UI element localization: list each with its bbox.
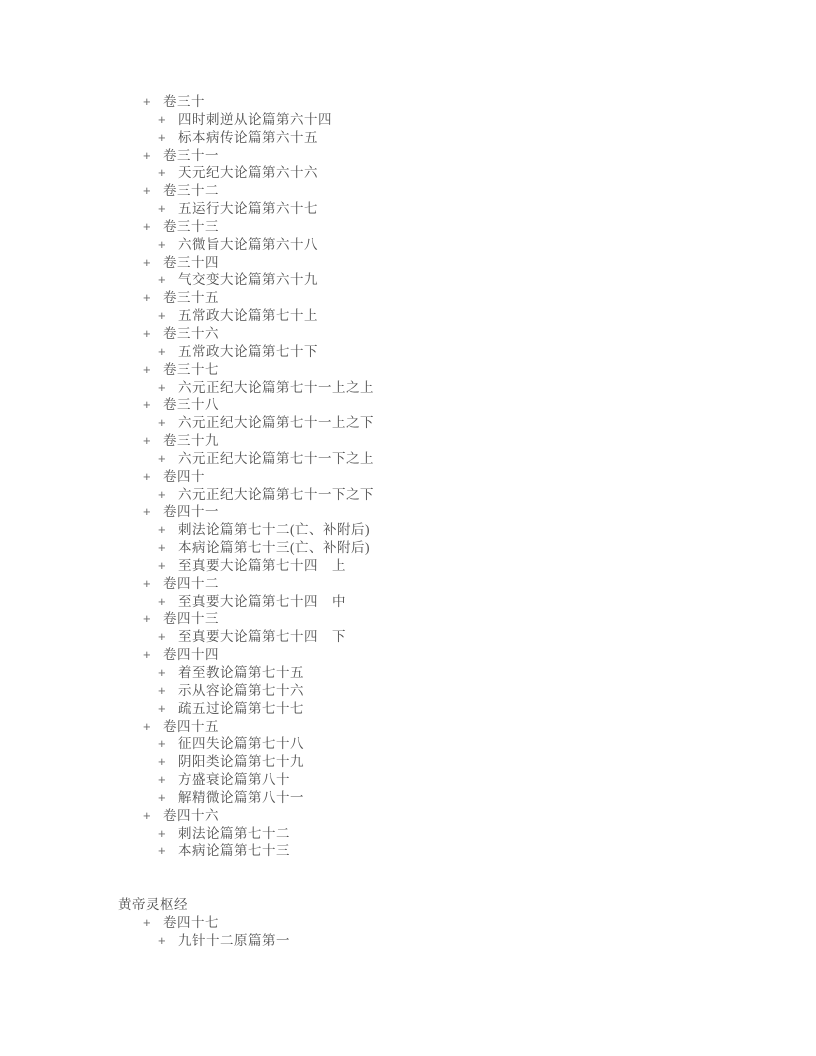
toc-volume-row	[0, 807, 816, 825]
chapter-label[interactable]: 气交变大论篇第六十九	[178, 272, 318, 288]
expand-plus-icon[interactable]: +	[158, 665, 167, 680]
expand-plus-icon[interactable]: +	[158, 236, 167, 252]
volume-label[interactable]: 卷四十四	[163, 647, 219, 663]
toc-volume-row	[0, 254, 816, 272]
chapter-label[interactable]: 标本病传论篇第六十五	[178, 129, 318, 145]
toc-volume-row	[0, 503, 816, 521]
expand-plus-icon[interactable]: +	[158, 272, 167, 288]
expand-plus-icon[interactable]: +	[143, 807, 152, 823]
toc-chapter-row	[0, 557, 816, 575]
toc-chapter-row	[0, 825, 816, 843]
toc-chapter-row	[0, 539, 816, 557]
toc-tree	[0, 93, 816, 950]
chapter-label[interactable]: 阴阳类论篇第七十九	[178, 754, 304, 770]
chapter-label[interactable]: 本病论篇第七十三(亡、补附后)	[178, 540, 370, 556]
expand-plus-icon[interactable]: +	[143, 325, 152, 341]
toc-chapter-row	[0, 486, 816, 504]
expand-plus-icon[interactable]: +	[143, 290, 152, 306]
toc-chapter-row	[0, 842, 816, 860]
expand-plus-icon[interactable]: +	[158, 486, 167, 502]
expand-plus-icon[interactable]: +	[158, 415, 167, 431]
toc-chapter-row	[0, 735, 816, 753]
volume-label[interactable]: 卷四十三	[163, 611, 219, 627]
expand-plus-icon[interactable]: +	[143, 183, 152, 199]
toc-chapter-row	[0, 700, 816, 718]
expand-plus-icon[interactable]: +	[158, 343, 167, 359]
volume-label[interactable]: 卷三十	[163, 94, 205, 109]
toc-chapter-row	[0, 236, 816, 254]
expand-plus-icon[interactable]: +	[143, 361, 152, 377]
chapter-label[interactable]: 本病论篇第七十三	[178, 843, 290, 859]
toc-volume-row	[0, 93, 816, 111]
toc-chapter-row	[0, 932, 816, 950]
volume-label[interactable]: 卷四十	[163, 468, 205, 484]
volume-label[interactable]: 卷三十四	[163, 254, 219, 270]
toc-volume-row	[0, 325, 816, 343]
expand-plus-icon[interactable]: +	[143, 504, 152, 520]
expand-plus-icon[interactable]: +	[143, 647, 152, 663]
toc-chapter-row	[0, 271, 816, 289]
toc-volume-row	[0, 718, 816, 736]
toc-volume-row	[0, 646, 816, 664]
expand-plus-icon[interactable]: +	[158, 682, 167, 698]
volume-label[interactable]: 卷三十八	[163, 397, 219, 413]
expand-plus-icon[interactable]: +	[158, 379, 167, 395]
volume-label[interactable]: 卷三十五	[163, 290, 219, 306]
volume-label[interactable]: 卷四十一	[163, 504, 219, 520]
toc-chapter-row	[0, 771, 816, 789]
volume-label[interactable]: 卷三十六	[163, 325, 219, 341]
chapter-label[interactable]: 四时刺逆从论篇第六十四	[178, 111, 332, 127]
toc-chapter-row	[0, 307, 816, 325]
toc-volume-row	[0, 289, 816, 307]
toc-volume-row	[0, 610, 816, 628]
toc-chapter-row	[0, 414, 816, 432]
chapter-label[interactable]: 六元正纪大论篇第七十一上之下	[178, 415, 374, 431]
toc-chapter-row	[0, 164, 816, 182]
chapter-label[interactable]: 示从容论篇第七十六	[178, 682, 304, 698]
expand-plus-icon[interactable]: +	[158, 522, 167, 538]
chapter-label[interactable]: 五常政大论篇第七十下	[178, 343, 318, 359]
expand-plus-icon[interactable]: +	[143, 718, 152, 734]
toc-chapter-row	[0, 450, 816, 468]
toc-volume-row	[0, 468, 816, 486]
volume-label[interactable]: 卷三十七	[163, 361, 219, 377]
chapter-label[interactable]: 六元正纪大论篇第七十一下之上	[178, 450, 374, 466]
expand-plus-icon[interactable]: +	[158, 201, 167, 217]
volume-label[interactable]: 卷四十二	[163, 575, 219, 591]
expand-plus-icon[interactable]: +	[158, 700, 167, 716]
expand-plus-icon[interactable]: +	[143, 433, 152, 449]
expand-plus-icon[interactable]: +	[143, 575, 152, 591]
expand-plus-icon[interactable]: +	[158, 593, 167, 609]
chapter-label[interactable]: 刺法论篇第七十二(亡、补附后)	[178, 522, 370, 538]
expand-plus-icon[interactable]: +	[158, 789, 167, 805]
toc-chapter-row	[0, 379, 816, 397]
chapter-label[interactable]: 六元正纪大论篇第七十一下之下	[178, 486, 374, 502]
expand-plus-icon[interactable]: +	[158, 540, 167, 556]
expand-plus-icon[interactable]: +	[158, 825, 167, 841]
expand-plus-icon[interactable]: +	[143, 914, 152, 930]
chapter-label[interactable]: 至真要大论篇第七十四 下	[178, 629, 346, 645]
expand-plus-icon[interactable]: +	[143, 397, 152, 413]
expand-plus-icon[interactable]: +	[158, 629, 167, 645]
expand-plus-icon[interactable]: +	[143, 254, 152, 270]
expand-plus-icon[interactable]: +	[158, 111, 167, 127]
expand-plus-icon[interactable]: +	[158, 843, 167, 859]
toc-volume-row	[0, 147, 816, 165]
expand-plus-icon[interactable]: +	[158, 557, 167, 573]
expand-plus-icon[interactable]: +	[143, 147, 152, 163]
chapter-label[interactable]: 方盛衰论篇第八十	[178, 772, 290, 788]
chapter-label[interactable]: 五运行大论篇第六十七	[178, 201, 318, 217]
expand-plus-icon[interactable]: +	[143, 611, 152, 627]
chapter-label[interactable]: 九针十二原篇第一	[178, 932, 290, 948]
expand-plus-icon[interactable]: +	[158, 772, 167, 788]
chapter-label[interactable]: 六元正纪大论篇第七十一上之上	[178, 379, 374, 395]
toc-chapter-row	[0, 628, 816, 646]
toc-chapter-row	[0, 129, 816, 147]
toc-volume-row	[0, 914, 816, 932]
toc-chapter-row	[0, 111, 816, 129]
toc-chapter-row	[0, 521, 816, 539]
chapter-label[interactable]: 征四失论篇第七十八	[178, 736, 304, 752]
toc-volume-row	[0, 575, 816, 593]
chapter-label[interactable]: 天元纪大论篇第六十六	[178, 165, 318, 181]
volume-label[interactable]: 卷三十二	[163, 183, 219, 199]
chapter-label[interactable]: 着至教论篇第七十五	[178, 665, 304, 680]
toc-volume-row	[0, 396, 816, 414]
volume-label[interactable]: 卷三十九	[163, 433, 219, 449]
toc-section	[0, 93, 816, 860]
toc-chapter-row	[0, 682, 816, 700]
volume-label[interactable]: 卷四十六	[163, 807, 219, 823]
chapter-label[interactable]: 疏五过论篇第七十七	[178, 700, 304, 716]
expand-plus-icon[interactable]: +	[143, 468, 152, 484]
toc-chapter-row	[0, 593, 816, 611]
toc-chapter-row	[0, 664, 816, 682]
toc-chapter-row	[0, 200, 816, 218]
toc-volume-row	[0, 182, 816, 200]
chapter-label[interactable]: 五常政大论篇第七十上	[178, 308, 318, 324]
toc-chapter-row	[0, 343, 816, 361]
chapter-label[interactable]: 至真要大论篇第七十四 中	[178, 593, 346, 609]
volume-label[interactable]: 卷三十一	[163, 147, 219, 163]
toc-chapter-row	[0, 753, 816, 771]
toc-chapter-row	[0, 789, 816, 807]
expand-plus-icon[interactable]: +	[143, 218, 152, 234]
expand-plus-icon[interactable]: +	[158, 932, 167, 948]
expand-plus-icon[interactable]: +	[158, 165, 167, 181]
expand-plus-icon[interactable]: +	[158, 736, 167, 752]
toc-volume-row	[0, 361, 816, 379]
volume-label[interactable]: 卷四十七	[163, 914, 219, 930]
toc-volume-row	[0, 432, 816, 450]
chapter-label[interactable]: 刺法论篇第七十二	[178, 825, 290, 841]
toc-section	[0, 896, 816, 950]
volume-label[interactable]: 卷三十三	[163, 218, 219, 234]
expand-plus-icon[interactable]: +	[158, 450, 167, 466]
chapter-label[interactable]: 六微旨大论篇第六十八	[178, 236, 318, 252]
expand-plus-icon[interactable]: +	[158, 754, 167, 770]
toc-volume-row	[0, 218, 816, 236]
chapter-label[interactable]: 至真要大论篇第七十四 上	[178, 557, 346, 573]
volume-label[interactable]: 卷四十五	[163, 718, 219, 734]
book-title: 黄帝灵枢经	[118, 896, 188, 912]
expand-plus-icon[interactable]: +	[143, 94, 152, 109]
expand-plus-icon[interactable]: +	[158, 129, 167, 145]
chapter-label[interactable]: 解精微论篇第八十一	[178, 789, 304, 805]
expand-plus-icon[interactable]: +	[158, 308, 167, 324]
